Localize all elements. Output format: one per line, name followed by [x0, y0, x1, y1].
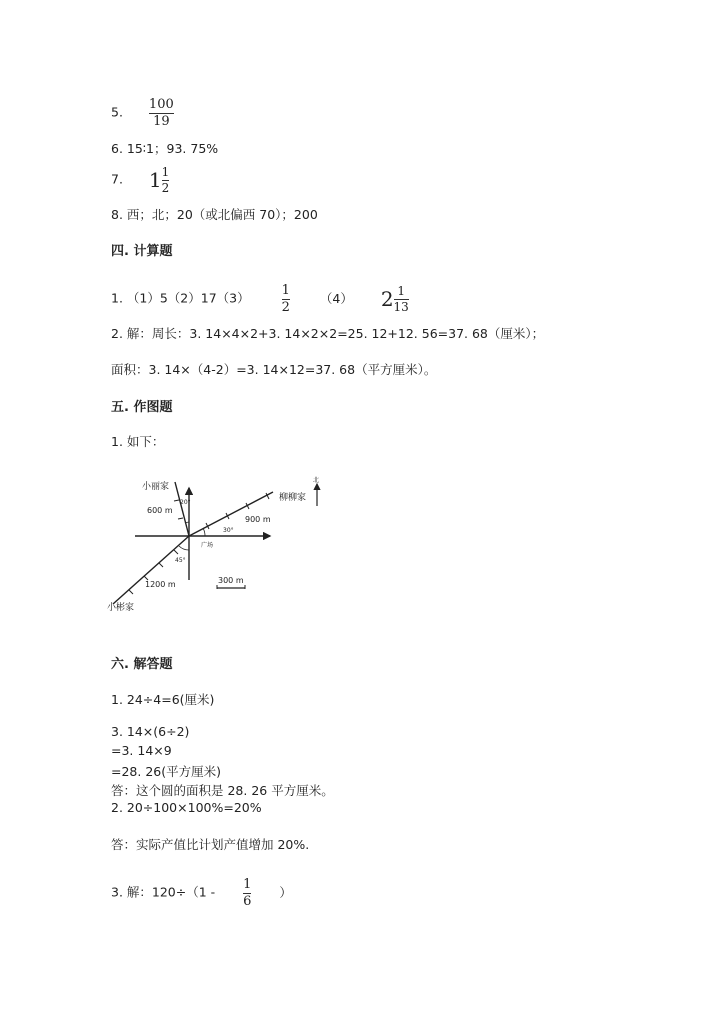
- label-xiaobin: 小彬家: [107, 603, 135, 613]
- dist-1200: 1200 m: [145, 580, 176, 589]
- section-4-line-3: 面积：3. 14×（4-2）=3. 14×12=37. 68（平方厘米）。: [111, 362, 437, 377]
- direction-diagram: [105, 470, 335, 620]
- fraction-100-19: $\frac{100}{19}$: [148, 97, 174, 129]
- section-4-line-2: 2. 解：周长：3. 14×4×2+3. 14×2×2=25. 12+12. 56=37. 68（厘米）；: [111, 326, 545, 341]
- line-to-xiaoli: [175, 482, 189, 536]
- answer-5: 5. $\frac{100}{19}$: [111, 97, 174, 129]
- fraction-1-2-b: $\frac{1}{2}$: [281, 283, 290, 315]
- section-6-line-6: 2. 20÷100×100%=20%: [111, 800, 262, 815]
- section-6-line-7: 答：实际产值比计划产值增加 20%.: [111, 837, 310, 852]
- angle-30: 30°: [223, 527, 234, 534]
- label-liuliu: 柳柳家: [279, 493, 307, 503]
- north-label: 北: [313, 477, 320, 484]
- section-6-line-2: 3. 14×(6÷2): [111, 724, 190, 739]
- label-xiaoli: 小丽家: [142, 482, 170, 492]
- section-5-line-1: 1. 如下：: [111, 434, 165, 449]
- section-5-title: 五. 作图题: [111, 400, 173, 415]
- fraction-1-2: $\frac{1}{2}$: [161, 165, 170, 195]
- dist-600: 600 m: [147, 506, 173, 515]
- angle-20: 20°: [180, 499, 191, 506]
- dist-900: 900 m: [245, 515, 271, 524]
- section-6-line-1: 1. 24÷4=6(厘米): [111, 692, 215, 707]
- fraction-1-13: $\frac{1}{13}$: [393, 284, 409, 314]
- fraction-1-6: $\frac{1}{6}$: [243, 877, 252, 909]
- angle-45: 45°: [175, 557, 186, 564]
- section-6-line-8: 3. 解：120÷（1 - $\frac{1}{6}$ ）: [111, 877, 292, 909]
- section-6-line-3: =3. 14×9: [111, 743, 172, 758]
- section-6-title: 六. 解答题: [111, 657, 173, 672]
- scale-label: 300 m: [218, 576, 244, 585]
- answer-7: 7. 1 $\frac{1}{2}$: [111, 165, 170, 195]
- section-4-line-1: 1. （1）5（2）17（3） $\frac{1}{2}$ （4） 2 $\frac{1}{13}$: [111, 283, 409, 315]
- section-6-line-5: 答：这个圆的面积是 28. 26 平方厘米。: [111, 783, 334, 798]
- answer-6: 6. 15∶1；93. 75%: [111, 141, 219, 156]
- answer-8: 8. 西；北；20（或北偏西 70）；200: [111, 207, 318, 222]
- section-6-line-4: =28. 26(平方厘米): [111, 764, 221, 779]
- label-square: 广场: [201, 542, 214, 549]
- line-to-xiaobin: [113, 536, 189, 604]
- section-4-title: 四. 计算题: [111, 244, 173, 259]
